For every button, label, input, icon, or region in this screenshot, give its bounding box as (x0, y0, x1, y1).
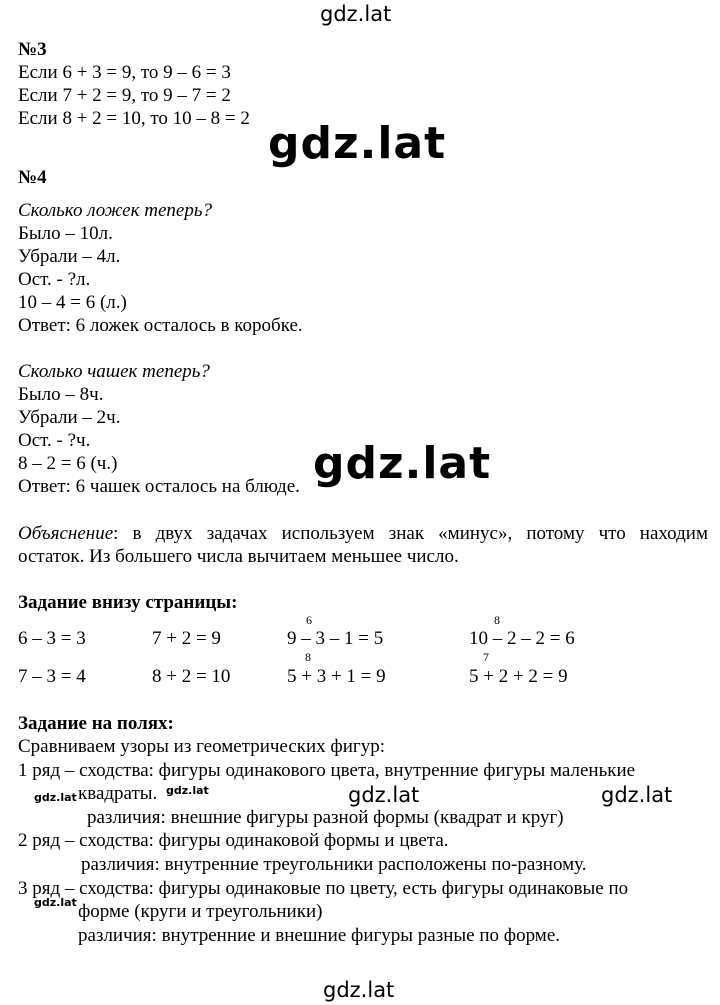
bottom-task-heading: Задание внизу страницы: (18, 592, 238, 613)
explanation-line-2: остаток. Из большего числа вычитаем меньшее число. (18, 546, 459, 567)
watermark-bottom: gdz.lat (323, 978, 395, 1002)
margin-line-5: различия: внутренние треугольники расположены по-разному. (81, 854, 587, 875)
helper-number-2: 8 (494, 613, 500, 627)
problem1-line-2: Убрали – 4л. (18, 246, 121, 267)
margin-line-2: квадраты. (78, 783, 158, 804)
margin-line-4: 2 ряд – сходства: фигуры одинаковой формы и цвета. (18, 830, 449, 851)
watermark-small-1: gdz.lat (34, 791, 77, 804)
helper-number-1: 6 (306, 613, 312, 627)
watermark-small-3: gdz.lat (34, 896, 77, 909)
row2-expr-4: 5 + 2 + 2 = 9 (469, 666, 568, 687)
margin-task-intro: Сравниваем узоры из геометрических фигур: (18, 736, 385, 757)
problem2-line-4: 8 – 2 = 6 (ч.) (18, 453, 118, 474)
problem2-line-2: Убрали – 2ч. (18, 407, 121, 428)
task3-line-3: Если 8 + 2 = 10, то 10 – 8 = 2 (18, 108, 250, 129)
margin-line-1: 1 ряд – сходства: фигуры одинакового цвета, внутренние фигуры маленькие (18, 760, 636, 781)
margin-line-6: 3 ряд – сходства: фигуры одинаковые по цвету, есть фигуры одинаковые по (18, 878, 629, 899)
problem1-question: Сколько ложек теперь? (18, 200, 212, 221)
watermark-large-1: gdz.lat (268, 118, 447, 169)
watermark-mid-1: gdz.lat (348, 783, 420, 807)
task3-line-1: Если 6 + 3 = 9, то 9 – 6 = 3 (18, 62, 231, 83)
explanation-text: : в двух задачах используем знак «минус», потому что находим (113, 523, 708, 544)
row1-expr-1: 6 – 3 = 3 (18, 628, 86, 649)
margin-line-3: различия: внешние фигуры разной формы (квадрат и круг) (87, 807, 564, 828)
problem2-question: Сколько чашек теперь? (18, 361, 210, 382)
row2-expr-1: 7 – 3 = 4 (18, 666, 86, 687)
task4-heading: №4 (18, 167, 47, 188)
margin-line-8: различия: внутренние и внешние фигуры разные по форме. (78, 925, 561, 946)
explanation-line-1 (18, 522, 708, 546)
row1-expr-3: 9 – 3 – 1 = 5 (287, 628, 384, 649)
problem2-line-3: Ост. - ?ч. (18, 430, 91, 451)
helper-number-3: 8 (305, 650, 311, 664)
explanation-label: Объяснение (18, 523, 114, 544)
row1-expr-2: 7 + 2 = 9 (152, 628, 221, 649)
row1-expr-4: 10 – 2 – 2 = 6 (469, 628, 575, 649)
problem2-line-1: Было – 8ч. (18, 384, 104, 405)
watermark-top: gdz.lat (320, 2, 392, 26)
watermark-mid-2: gdz.lat (601, 783, 673, 807)
watermark-small-2: gdz.lat (166, 784, 209, 797)
problem2-answer: Ответ: 6 чашек осталось на блюде. (18, 476, 300, 497)
problem1-answer: Ответ: 6 ложек осталось в коробке. (18, 315, 303, 336)
watermark-large-2: gdz.lat (313, 438, 492, 489)
row2-expr-2: 8 + 2 = 10 (152, 666, 231, 687)
helper-number-4: 7 (483, 650, 489, 664)
problem1-line-4: 10 – 4 = 6 (л.) (18, 292, 127, 313)
problem1-line-1: Было – 10л. (18, 223, 113, 244)
row2-expr-3: 5 + 3 + 1 = 9 (287, 666, 386, 687)
task3-heading: №3 (18, 39, 47, 60)
task3-line-2: Если 7 + 2 = 9, то 9 – 7 = 2 (18, 85, 231, 106)
margin-task-heading: Задание на полях: (18, 713, 174, 734)
problem1-line-3: Ост. - ?л. (18, 269, 91, 290)
margin-line-7: форме (круги и треугольники) (78, 901, 323, 922)
